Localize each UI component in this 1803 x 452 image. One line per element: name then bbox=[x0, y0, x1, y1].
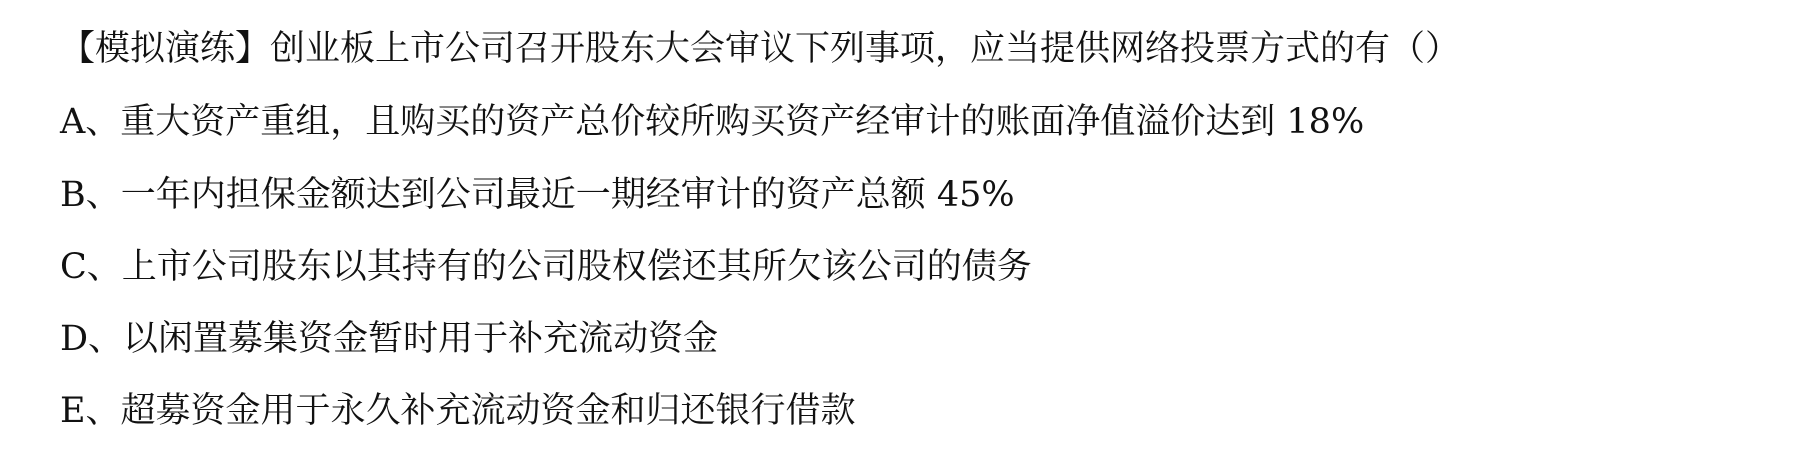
question-title: 【模拟演练】创业板上市公司召开股东大会审议下列事项，应当提供网络投票方式的有（） bbox=[60, 29, 1461, 69]
option-d: D、以闲置募集资金暂时用于补充流动资金 bbox=[60, 319, 719, 359]
option-b: B、一年内担保金额达到公司最近一期经审计的资产总额 45% bbox=[60, 175, 1015, 215]
option-c: C、上市公司股东以其持有的公司股权偿还其所欠该公司的债务 bbox=[60, 247, 1032, 287]
option-a: A、重大资产重组，且购买的资产总价较所购买资产经审计的账面净值溢价达到 18% bbox=[60, 102, 1365, 142]
option-e: E、超募资金用于永久补充流动资金和归还银行借款 bbox=[60, 391, 856, 431]
